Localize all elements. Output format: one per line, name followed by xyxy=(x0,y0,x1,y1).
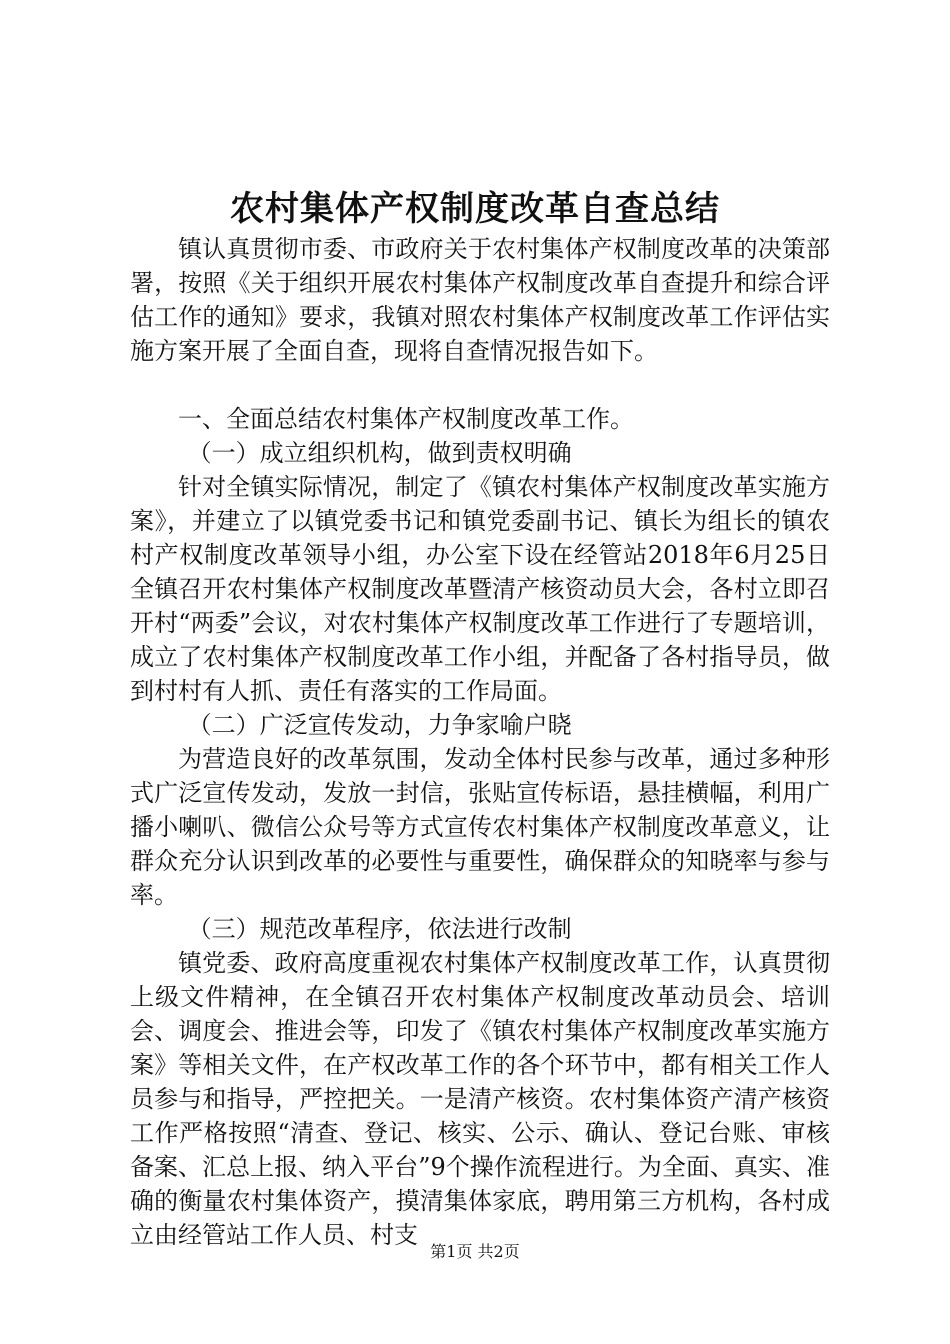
subsection-1-paragraph: 针对全镇实际情况，制定了《镇农村集体产权制度改革实施方案》，并建立了以镇党委书记和镇党委副书记、镇长为组长的镇农村产权制度改革领导小组，办公室下设在经管站2018年6月25日全镇召开农村集体产权制度改革暨清产核资动员大会，各村立即召开村“两委”会议，对农村集体产权制度改革工作进行了专题培训，成立了农村集体产权制度改革工作小组，并配备了各村指导员，做到村村有人抓、责任有落实的工作局面。 xyxy=(130,473,830,705)
paragraph-gap xyxy=(130,368,830,402)
section-1-heading: 一、全面总结农村集体产权制度改革工作。 xyxy=(178,405,634,433)
subsection-2-heading: （二）广泛宣传发动，力争家喻户晓 xyxy=(187,711,572,739)
page-number-footer: 第1页 共2页 xyxy=(430,1242,520,1261)
document-body xyxy=(130,232,830,1252)
subsection-1-heading: （一）成立组织机构，做到责权明确 xyxy=(187,439,572,467)
subsection-3-heading: （三）规范改革程序，依法进行改制 xyxy=(187,915,572,943)
intro-paragraph: 镇认真贯彻市委、市政府关于农村集体产权制度改革的决策部署，按照《关于组织开展农村集体产权制度改革自查提升和综合评估工作的通知》要求，我镇对照农村集体产权制度改革工作评估实施方案开展了全面自查，现将自查情况报告如下。 xyxy=(130,235,830,365)
subsection-2-paragraph: 为营造良好的改革氛围，发动全体村民参与改革，通过多种形式广泛宣传发动，发放一封信，张贴宣传标语，悬挂横幅，利用广播小喇叭、微信公众号等方式宣传农村集体产权制度改革意义，让群众充分认识到改革的必要性与重要性，确保群众的知晓率与参与率。 xyxy=(130,745,830,909)
subsection-3-paragraph: 镇党委、政府高度重视农村集体产权制度改革工作，认真贯彻上级文件精神，在全镇召开农村集体产权制度改革动员会、培训会、调度会、推进会等，印发了《镇农村集体产权制度改革实施方案》等相关文件，在产权改革工作的各个环节中，都有相关工作人员参与和指导，严控把关。一是清产核资。农村集体资产清产核资工作严格按照“清查、登记、核实、公示、确认、登记台账、审核备案、汇总上报、纳入平台”9个操作流程进行。为全面、真实、准确的衡量农村集体资产，摸清集体家底，聘用第三方机构，各村成立由经管站工作人员、村支 xyxy=(130,949,830,1249)
document-title: 农村集体产权制度改革自查总结 xyxy=(230,189,720,229)
